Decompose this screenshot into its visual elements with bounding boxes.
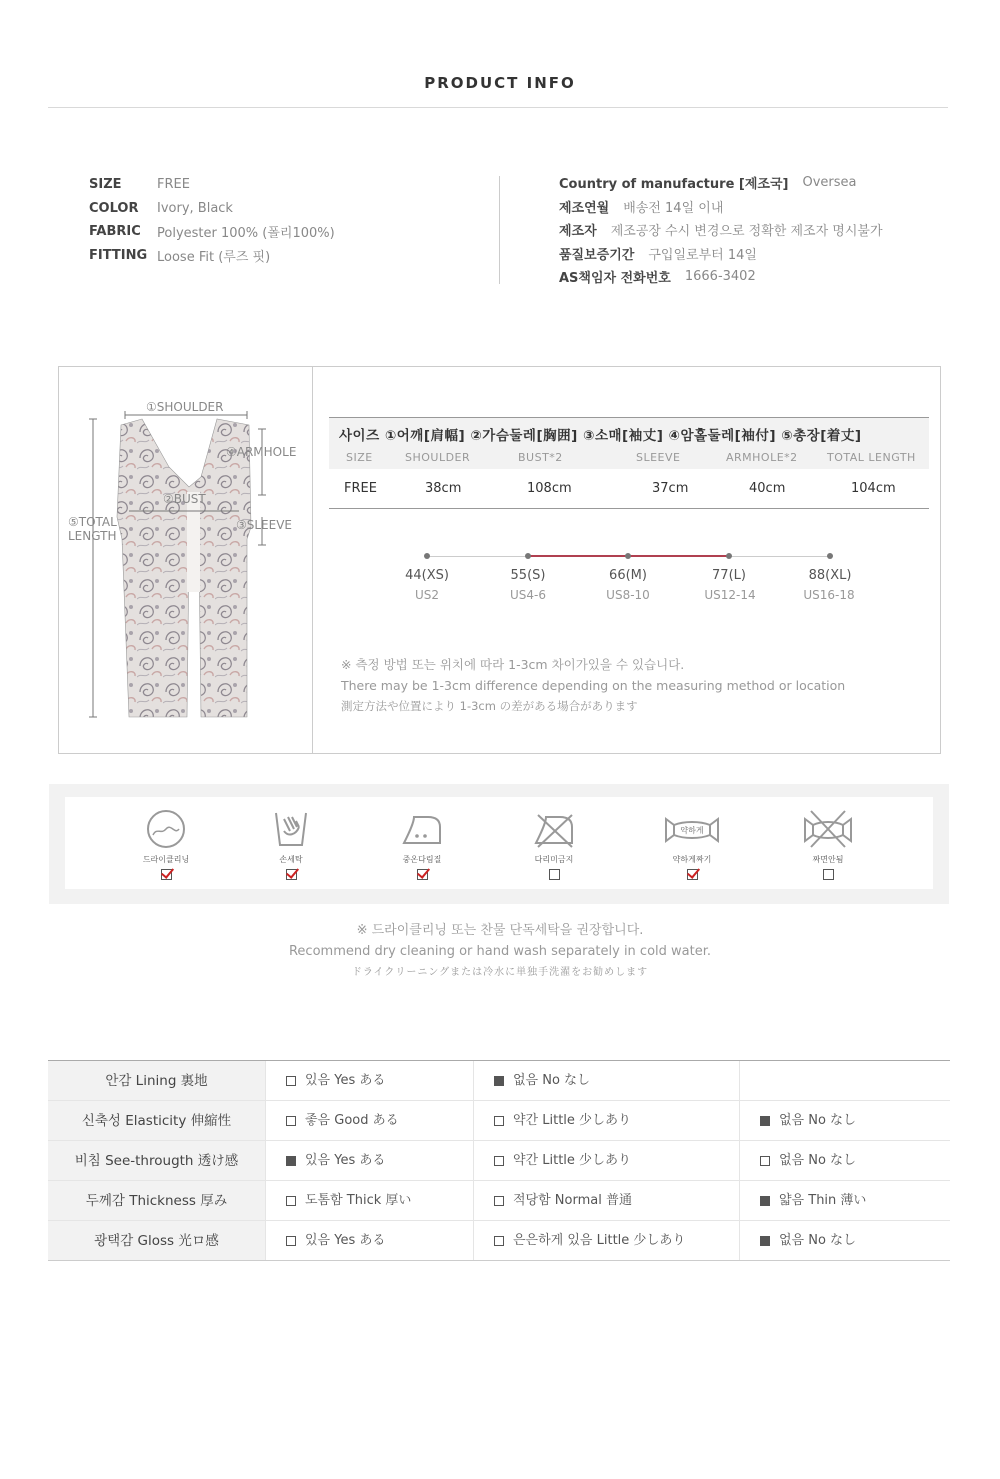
attribute-option	[265, 1101, 473, 1140]
attribute-name: 신축성 Elasticity 伸縮性	[48, 1101, 265, 1140]
attribute-name: 비침 See-througth 透け感	[48, 1141, 265, 1180]
option-checkbox	[286, 1116, 296, 1126]
care-item	[652, 809, 732, 880]
spec-row	[89, 173, 335, 197]
spec-row	[89, 244, 335, 268]
us-size-label: US2	[414, 588, 440, 602]
size-dot	[827, 553, 833, 559]
cell-shoulder: 38cm	[425, 481, 462, 496]
attribute-option	[473, 1221, 739, 1260]
size-label: 88(XL)	[808, 568, 852, 583]
care-item	[788, 809, 868, 880]
spec-key: COLOR	[89, 200, 139, 216]
col-sleeve: SLEEVE	[636, 451, 681, 464]
option-checkbox	[494, 1116, 504, 1126]
sleeve-label: ③SLEEVE	[236, 518, 293, 532]
cell-sleeve: 37cm	[652, 481, 689, 496]
page-title: PRODUCT INFO	[424, 74, 576, 92]
attribute-option	[739, 1181, 950, 1220]
option-label: 좋음 Good ある	[305, 1112, 399, 1128]
hand-wash-icon	[270, 809, 312, 849]
care-note-jp: ドライクリーニングまたは冷水に単独手洗濯をお勧めします	[351, 967, 649, 978]
option-label: 은은하게 있음 Little 少しあり	[513, 1232, 686, 1248]
option-checkbox	[494, 1236, 504, 1246]
spec-key: AS책임자 전화번호	[559, 271, 671, 287]
us-size-label: US4-6	[510, 588, 546, 602]
option-checkbox	[760, 1236, 770, 1246]
col-size: SIZE	[346, 451, 373, 464]
care-section	[49, 784, 949, 904]
table-row	[329, 469, 929, 509]
armhole-label: ④ARMHOLE	[226, 445, 297, 459]
care-checkbox	[549, 869, 560, 880]
cell-bust: 108cm	[527, 481, 572, 496]
care-item	[126, 809, 206, 880]
fabric-attributes-table	[48, 1060, 950, 1261]
no-iron-icon	[532, 809, 576, 849]
spec-row	[559, 195, 883, 219]
option-checkbox	[494, 1156, 504, 1166]
col-total-length: TOTAL LENGTH	[827, 451, 916, 464]
care-item	[514, 809, 594, 880]
attribute-option	[739, 1221, 950, 1260]
size-label: 77(L)	[712, 568, 746, 583]
spec-row	[89, 197, 335, 221]
us-size-label: US8-10	[606, 588, 650, 602]
attribute-name: 두께감 Thickness 厚み	[48, 1181, 265, 1220]
option-label: 있음 Yes ある	[305, 1152, 386, 1168]
attribute-option	[265, 1181, 473, 1220]
spec-value: FREE	[157, 177, 190, 193]
option-checkbox	[760, 1196, 770, 1206]
care-checkbox	[823, 869, 834, 880]
table-row	[48, 1061, 950, 1101]
attribute-option	[265, 1221, 473, 1260]
table-row	[48, 1101, 950, 1141]
note-en: There may be 1-3cm difference depending on the measuring method or location	[341, 677, 846, 693]
option-label: 없음 No なし	[513, 1072, 591, 1088]
gentle-wring-icon	[664, 809, 720, 849]
shoulder-label: ①SHOULDER	[146, 400, 224, 414]
us-size-label: US12-14	[704, 588, 756, 602]
spec-key: SIZE	[89, 177, 122, 193]
care-checkbox	[417, 869, 428, 880]
care-item	[382, 809, 462, 880]
size-scale	[0, 555, 1000, 615]
option-label: 도톰함 Thick 厚い	[305, 1192, 412, 1208]
no-wring-icon	[803, 809, 853, 849]
total-length-label-2: LENGTH	[68, 529, 117, 543]
option-label: 있음 Yes ある	[305, 1072, 386, 1088]
care-recommendation	[0, 920, 1000, 983]
size-table-header-kr: 사이즈 ①어깨[肩幅] ②가슴둘레[胸囲] ③소매[袖丈] ④암홀둘레[袖付] ⑤총장[着丈]	[339, 428, 862, 444]
care-label: 약하게짜기	[672, 855, 712, 864]
care-label: 짜면안됨	[812, 855, 844, 864]
dry-clean-icon	[145, 809, 187, 849]
measurement-note	[341, 655, 845, 717]
option-label: 약간 Little 少しあり	[513, 1152, 632, 1168]
spec-value: Polyester 100% (폴리100%)	[157, 226, 335, 242]
attribute-option	[473, 1061, 739, 1100]
care-label: 손세탁	[279, 855, 303, 864]
spec-row	[89, 220, 335, 244]
option-checkbox	[286, 1076, 296, 1086]
spec-list-right	[559, 171, 883, 289]
size-dot	[525, 553, 531, 559]
care-label: 중온다림질	[402, 855, 442, 864]
spec-key: FABRIC	[89, 224, 141, 240]
attribute-option	[473, 1181, 739, 1220]
col-armhole: ARMHOLE*2	[726, 451, 798, 464]
option-label: 없음 No なし	[779, 1152, 857, 1168]
spec-divider	[499, 176, 500, 284]
size-label: 66(M)	[609, 568, 647, 583]
gentle-wring-text: 약하게	[680, 826, 704, 835]
care-checkbox	[161, 869, 172, 880]
attribute-option	[265, 1061, 473, 1100]
spec-row	[559, 218, 883, 242]
size-dot	[625, 553, 631, 559]
care-checkbox	[687, 869, 698, 880]
spec-value: 제조공장 수시 변경으로 정확한 제조자 명시불가	[610, 224, 883, 240]
size-table	[329, 417, 929, 509]
option-label: 있음 Yes ある	[305, 1232, 386, 1248]
title-divider	[48, 107, 948, 108]
option-label: 적당함 Normal 普通	[513, 1192, 632, 1208]
note-jp: 測定方法や位置により 1-3cm の差がある場合があります	[341, 699, 638, 713]
attribute-option	[473, 1141, 739, 1180]
attribute-name: 광택감 Gloss 光ロ感	[48, 1221, 265, 1260]
spec-value: Loose Fit (루즈 핏)	[157, 249, 271, 265]
spec-value: 1666-3402	[684, 269, 756, 285]
size-label: 44(XS)	[405, 568, 449, 583]
attribute-option	[473, 1101, 739, 1140]
attribute-option-empty	[739, 1061, 950, 1100]
option-checkbox	[494, 1076, 504, 1086]
care-label: 드라이클리닝	[142, 855, 190, 864]
spec-key: FITTING	[89, 247, 148, 263]
bust-label: ②BUST	[163, 492, 206, 506]
care-item	[251, 809, 331, 880]
option-checkbox	[760, 1156, 770, 1166]
size-dot	[424, 553, 430, 559]
care-panel	[65, 797, 933, 889]
option-checkbox	[760, 1116, 770, 1126]
option-checkbox	[286, 1196, 296, 1206]
spec-key: Country of manufacture [제조국]	[559, 177, 789, 193]
note-kr: ※ 측정 방법 또는 위치에 따라 1-3cm 차이가있을 수 있습니다.	[341, 657, 685, 672]
size-dot	[726, 553, 732, 559]
care-note-kr: ※ 드라이클리닝 또는 찬물 단독세탁을 권장합니다.	[356, 923, 644, 938]
spec-row	[559, 242, 883, 266]
cell-total-length: 104cm	[851, 481, 896, 496]
option-checkbox	[286, 1156, 296, 1166]
table-row	[48, 1141, 950, 1181]
table-row	[48, 1221, 950, 1261]
spec-key: 품질보증기간	[559, 247, 635, 263]
spec-value: Ivory, Black	[157, 200, 233, 216]
size-table-header	[329, 417, 929, 469]
spec-value: Oversea	[802, 175, 857, 191]
attribute-option	[265, 1141, 473, 1180]
total-length-label: ⑤TOTAL	[68, 515, 117, 529]
col-bust: BUST*2	[518, 451, 563, 464]
spec-value: 구입일로부터 14일	[648, 247, 757, 263]
spec-value: 배송전 14일 이내	[623, 200, 724, 216]
iron-icon	[400, 809, 444, 849]
option-label: 약간 Little 少しあり	[513, 1112, 632, 1128]
spec-row	[559, 171, 883, 195]
option-checkbox	[286, 1236, 296, 1246]
spec-key: 제조연월	[559, 200, 610, 216]
us-size-label: US16-18	[803, 588, 855, 602]
spec-row	[559, 265, 883, 289]
option-label: 없음 No なし	[779, 1232, 857, 1248]
col-shoulder: SHOULDER	[405, 451, 471, 464]
care-note-en: Recommend dry cleaning or hand wash separately in cold water.	[288, 944, 711, 959]
care-checkbox	[286, 869, 297, 880]
spec-list-left	[89, 173, 335, 267]
spec-key: 제조자	[559, 224, 597, 240]
attribute-option	[739, 1141, 950, 1180]
table-row	[48, 1181, 950, 1221]
cell-armhole: 40cm	[749, 481, 786, 496]
care-label: 다리미금지	[534, 855, 574, 864]
cell-size: FREE	[344, 481, 377, 496]
option-label: 없음 No なし	[779, 1112, 857, 1128]
attribute-name: 안감 Lining 裏地	[48, 1061, 265, 1100]
size-label: 55(S)	[510, 568, 546, 583]
attribute-option	[739, 1101, 950, 1140]
option-label: 얇음 Thin 薄い	[779, 1192, 867, 1208]
option-checkbox	[494, 1196, 504, 1206]
